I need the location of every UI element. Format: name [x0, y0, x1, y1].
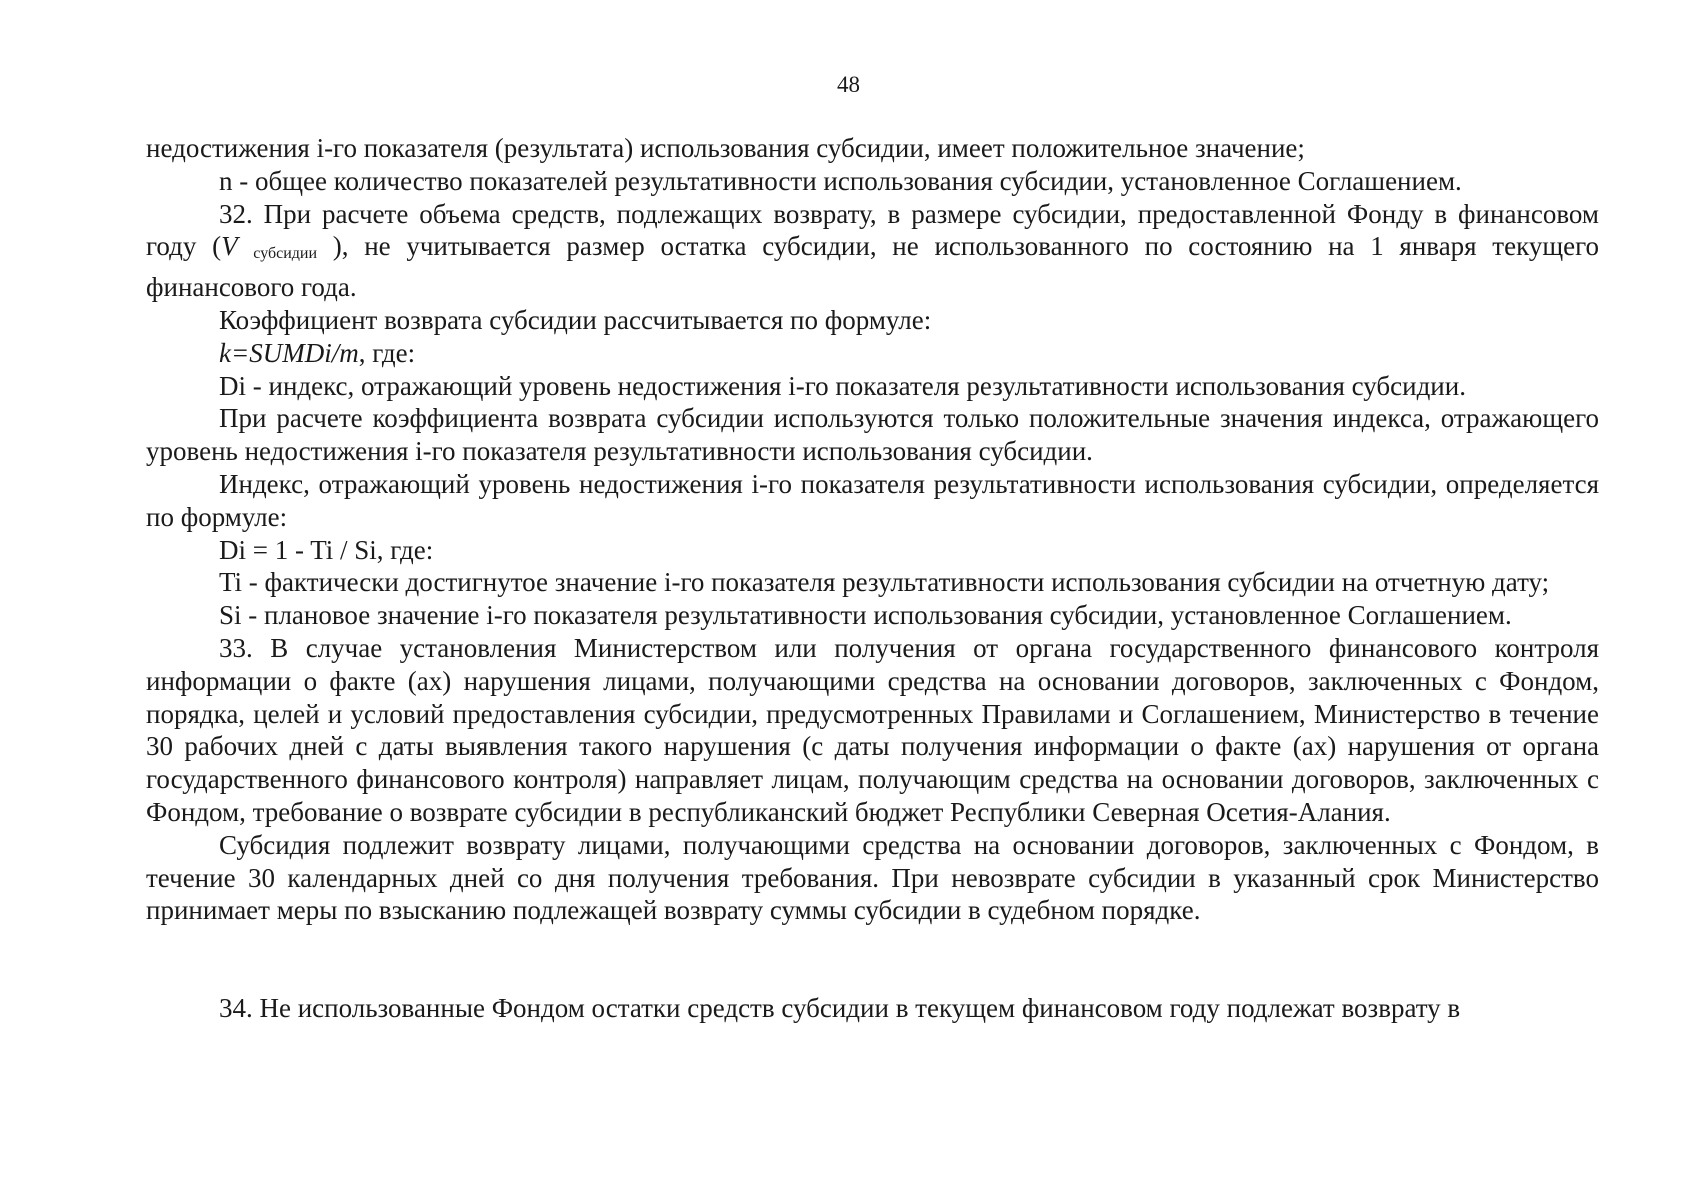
paragraph-positive-values: При расчете коэффициента возврата субсидии используются только положительные значения индекса, отражающего уровень недостижения i-го показателя результативности использования субсидии. — [146, 403, 1599, 467]
document-body — [146, 132, 1599, 1025]
paragraph-continuation: недостижения i-го показателя (результата) использования субсидии, имеет положительное значение; — [146, 133, 1305, 163]
paragraph-ti-definition: Ti - фактически достигнутое значение i-го показателя результативности использования субсидии на отчетную дату; — [219, 567, 1550, 598]
paragraph-n-definition: n - общее количество показателей результативности использования субсидии, установленное Соглашением. — [219, 165, 1462, 196]
paragraph-index-intro: Индекс, отражающий уровень недостижения i-го показателя результативности использования субсидии, определяется по формуле: — [146, 468, 1599, 532]
paragraph-di-formula: Di = 1 - Ti / Si, где: — [219, 534, 434, 565]
paragraph-subsidy-return: Субсидия подлежит возврату лицами, получающими средства на основании договоров, заключенных с Фондом, в течение 30 календарных дней со дня получения требования. При невозврате субсидии в указанный срок Министерство принимает меры по взысканию подлежащей возврату суммы субсидии в судебном порядке. — [146, 829, 1599, 926]
paragraph-coefficient-intro: Коэффициент возврата субсидии рассчитывается по формуле: — [219, 304, 932, 335]
paragraph-33: 33. В случае установления Министерством или получения от органа государственного финансового контроля информации о факте (ах) нарушения лицами, получающими средства на основании договоров, заключенных с Фондом, порядка, целей и условий предоставления субсидии, предусмотренных Правилами и Соглашением, Министерство в течение 30 рабочих дней с даты выявления такого нарушения (с даты получения информации о факте (ах) нарушения от органа государственного финансового контроля) направляет лицам, получающим средства на основании договоров, заключенных с Фондом, требование о возврате субсидии в республиканский бюджет Республики Северная Осетия-Алания. — [146, 632, 1599, 827]
k-formula: k=SUMDi/m — [219, 337, 359, 368]
paragraph-34: 34. Не использованные Фондом остатки средств субсидии в текущем финансовом году подлежат возврату в — [219, 993, 1461, 1024]
v-subscript: субсидии — [253, 245, 318, 263]
paragraph-di-definition: Di - индекс, отражающий уровень недостижения i-го показателя результативности использования субсидии. — [219, 370, 1466, 401]
section-gap — [146, 927, 1599, 992]
paragraph-32-before: 32. При расчете объема средств, подлежащих возврату, в размере субсидии, предоставленной Фонду в финансовом году ( — [146, 198, 1599, 262]
v-symbol: V — [221, 231, 238, 262]
paragraph-32-after: ), не учитывается размер остатка субсидии, не использованного по состоянию на 1 января текущего финансового года. — [146, 231, 1600, 303]
paragraph-k-formula — [146, 337, 1599, 370]
page-number: 48 — [837, 72, 860, 97]
paragraph-si-definition: Si - плановое значение i-го показателя результативности использования субсидии, установленное Соглашением. — [219, 600, 1512, 631]
k-formula-suffix: , где: — [358, 337, 416, 368]
paragraph-32 — [146, 198, 1599, 304]
